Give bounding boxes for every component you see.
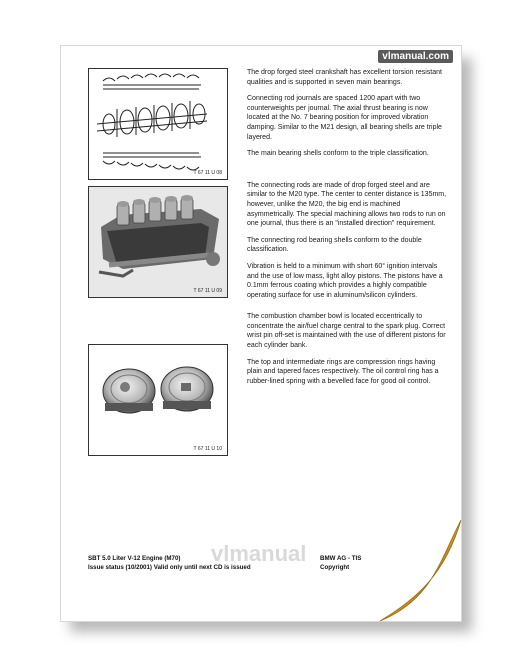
figure-caption: T 67 11 U 10 <box>193 446 222 452</box>
paragraph: The top and intermediate rings are compression rings having plain and tapered faces respectively. The oil control ring has a rubber-lined spring with a bevelled face for good oil control. <box>247 358 439 385</box>
watermark-middle: vlmanual <box>211 541 307 566</box>
figure-caption: T 67 11 U 08 <box>193 170 222 176</box>
paragraph: The connecting rod bearing shells conform to the double classification. <box>247 236 422 254</box>
paragraph: Vibration is held to a minimum with short 60° ignition intervals and the use of low mass, light alloy pistons. The pistons have a 0.1mm ferrous coating which provides a highly compatible operating surface for use in aluminum/silicon cylinders. <box>247 262 443 299</box>
pistons-photo-icon <box>89 345 227 455</box>
engine-block-photo-icon <box>89 187 227 297</box>
paragraph: The combustion chamber bowl is located eccentrically to concentrate the air/fuel charge central to the spark plug. Correct wrist pin off-set is maintained with the use of different pistons for each cylinder bank. <box>247 313 446 350</box>
paragraph: Connecting rod journals are spaced 1200 apart with two counterweights per journal. The axial thrust bearing is now located at the No. 7 bearing position for improved vibration damping. Similar to the M21 design, all bearing shells are triple layered. <box>247 95 442 141</box>
footer-copyright: Copyright <box>320 564 350 571</box>
footer-publisher: BMW AG - TIS <box>320 555 362 562</box>
paragraph: The connecting rods are made of drop forged steel and are similar to the M20 type. The center to center distance is 135mm, however, unlike the M20, the big end is machined asymmetrically. The special machining allows two rods to run on one journal, thus there is an "installed direction" requirement. <box>247 181 447 228</box>
paragraph: The main bearing shells conform to the triple classification. <box>247 150 429 158</box>
document-page <box>60 45 462 622</box>
body-text-column <box>247 68 447 393</box>
figure-pistons <box>88 344 228 456</box>
figure-caption: T 67 11 U 09 <box>193 288 222 294</box>
figure-crankshaft <box>88 68 228 180</box>
footer-title: SBT 5.0 Liter V-12 Engine (M70) <box>88 555 181 562</box>
watermark-top: vlmanual.com <box>378 50 453 63</box>
footer-left <box>88 554 251 572</box>
figure-engine-block <box>88 186 228 298</box>
crankshaft-drawing-icon <box>89 69 227 179</box>
footer-issue-status: Issue status (10/2001) Valid only until next CD is issued <box>88 564 251 571</box>
paragraph: The drop forged steel crankshaft has excellent torsion resistant qualities and is supported in seven main bearings. <box>247 69 442 86</box>
footer-right <box>320 554 361 572</box>
